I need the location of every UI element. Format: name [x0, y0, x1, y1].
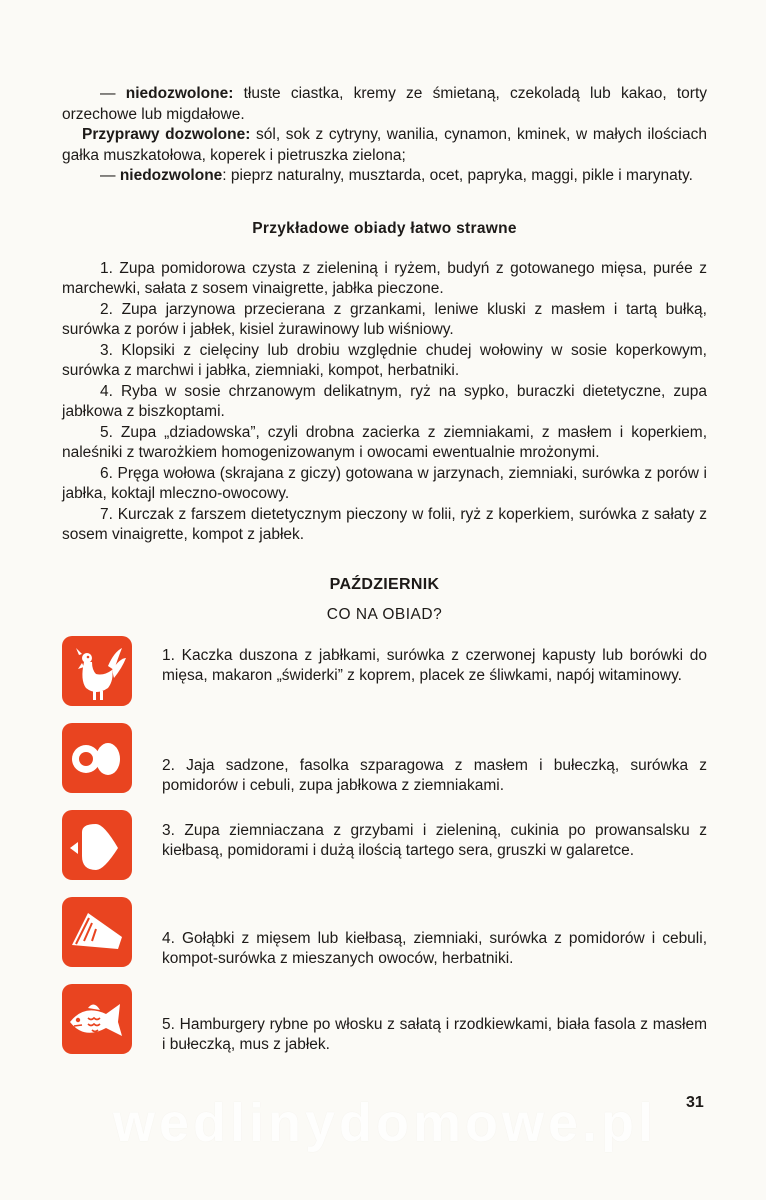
meal-description: 4. Gołąbki z mięsem lub kiełbasą, ziemniaki, surówka z pomidorów i cebuli, kompot-surówka z mieszanych owoców, herbatniki.: [162, 929, 707, 967]
list-item: 4. Ryba w sosie chrzanowym delikatnym, ryż na sypko, buraczki dietetyczne, zupa jabłkowa z biszkoptami.: [62, 382, 707, 420]
meal-description: 5. Hamburgery rybne po włosku z sałatą i rzodkiewkami, biała fasola z masłem i bułeczką, mus z jabłek.: [162, 1015, 707, 1053]
month-subheading: CO NA OBIAD?: [326, 605, 443, 623]
intro-paragraph-3: — niedozwolone: pieprz naturalny, musztarda, ocet, papryka, maggi, pikle i marynaty.: [100, 167, 693, 184]
section-heading-easy-dinners: Przykładowe obiady łatwo strawne: [252, 219, 517, 237]
spices-allowed-label: Przyprawy dozwolone:: [82, 126, 251, 143]
list-item: 6. Pręga wołowa (skrajana z giczy) gotowana w jarzynach, ziemniaki, surówka z porów i jabłka, koktajl mleczno-owocowy.: [62, 464, 707, 502]
list-item: 5. Zupa „dziadowska”, czyli drobna zacierka z ziemniakami, z masłem i koperkiem, naleśniki z twarożkiem homogenizowanym i owocami ewentualnie mrożonymi.: [62, 423, 707, 461]
spices-forbidden-label: niedozwolone: [119, 167, 223, 184]
intro-paragraph-1: — niedozwolone: tłuste ciastka, kremy ze śmietaną, czekoladą lub kakao, torty orzechowe lub migdałowe.: [62, 85, 707, 123]
meal-item: [62, 810, 707, 897]
fish-icon: [62, 984, 132, 1054]
page-content: [62, 84, 707, 1071]
month-heading: PAŹDZIERNIK: [329, 575, 440, 593]
meal-item: [62, 636, 707, 723]
egg-icon: [62, 723, 132, 793]
meal-description: 2. Jaja sadzone, fasolka szparagowa z masłem i bułeczką, surówka z pomidorów i cebuli, zupa jabłkowa z ziemniakami.: [162, 756, 707, 794]
cake-slice-icon: [62, 897, 132, 967]
meal-description: 1. Kaczka duszona z jabłkami, surówka z czerwonej kapusty lub borówki do mięsa, makaron „świderki” z koprem, placek ze śliwkami, napój witaminowy.: [162, 646, 707, 684]
strawberry-icon: [62, 810, 132, 880]
list-item: 2. Zupa jarzynowa przecierana z grzankami, leniwe kluski z masłem i tartą bułką, surówka z porów i jabłek, kisiel żurawinowy lub wiśniowy.: [62, 300, 707, 338]
rooster-icon: [62, 636, 132, 706]
easy-dinners-list: [62, 259, 707, 546]
watermark: wedlinydomowe.pl: [112, 1093, 658, 1153]
meal-item: [62, 984, 707, 1071]
list-item: 1. Zupa pomidorowa czysta z zieleniną i ryżem, budyń z gotowanego mięsa, purée z marchewki, sałata z sosem vinaigrette, jabłka pieczone.: [62, 259, 707, 297]
meal-item: [62, 723, 707, 810]
meal-description: 3. Zupa ziemniaczana z grzybami i zieleniną, cukinia po prowansalsku z kiełbasą, pomidorami i dużą ilością tartego sera, gruszki w galaretce.: [162, 821, 707, 859]
page-number: 31: [686, 1094, 704, 1111]
list-item: 7. Kurczak z farszem dietetycznym pieczony w folii, ryż z koperkiem, surówka z sałaty z sosem vinaigrette, kompot z jabłek.: [62, 505, 707, 543]
monthly-meals-list: [62, 636, 707, 1071]
meal-item: [62, 897, 707, 984]
intro-paragraph-2: Przyprawy dozwolone: sól, sok z cytryny, wanilia, cynamon, kminek, w małych ilościach gałka muszkatołowa, koperek i pietruszka zielona;: [62, 126, 707, 164]
list-item: 3. Klopsiki z cielęciny lub drobiu względnie chudej wołowiny w sosie koperkowym, surówka z marchwi i jabłka, ziemniaki, kompot, herbatniki.: [62, 341, 707, 379]
forbidden-label: niedozwolone:: [125, 85, 234, 102]
